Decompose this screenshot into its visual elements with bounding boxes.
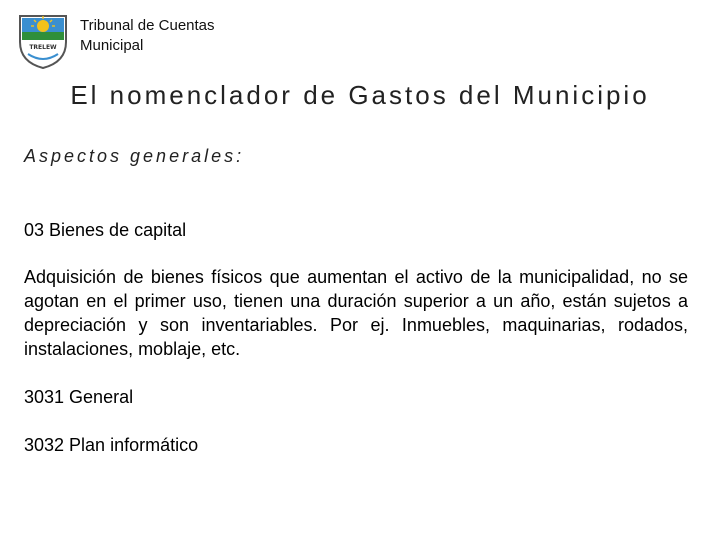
organization-name — [80, 16, 215, 56]
org-line-2: Municipal — [80, 37, 144, 54]
page-subtitle: Aspectos generales: — [24, 146, 245, 166]
header — [14, 8, 215, 70]
municipal-shield-icon — [14, 8, 72, 70]
item-general: 3031 General — [24, 387, 134, 407]
section-heading-bienes-capital: 03 Bienes de capital — [24, 220, 187, 240]
logo-text: TRELEW — [29, 44, 57, 51]
item-plan-informatico: 3032 Plan informático — [24, 435, 199, 455]
page-title: El nomenclador de Gastos del Municipio — [70, 80, 650, 110]
section-description: Adquisición de bienes físicos que aumentan el activo de la municipalidad, no se agotan en el primer uso, tienen una duración superior a un año, están sujetos a depreciación y son inventariables. Por ej. Inmuebles, maquinarias, rodados, instalaciones, moblaje, etc. — [24, 267, 688, 359]
org-line-1: Tribunal de Cuentas — [80, 17, 215, 34]
